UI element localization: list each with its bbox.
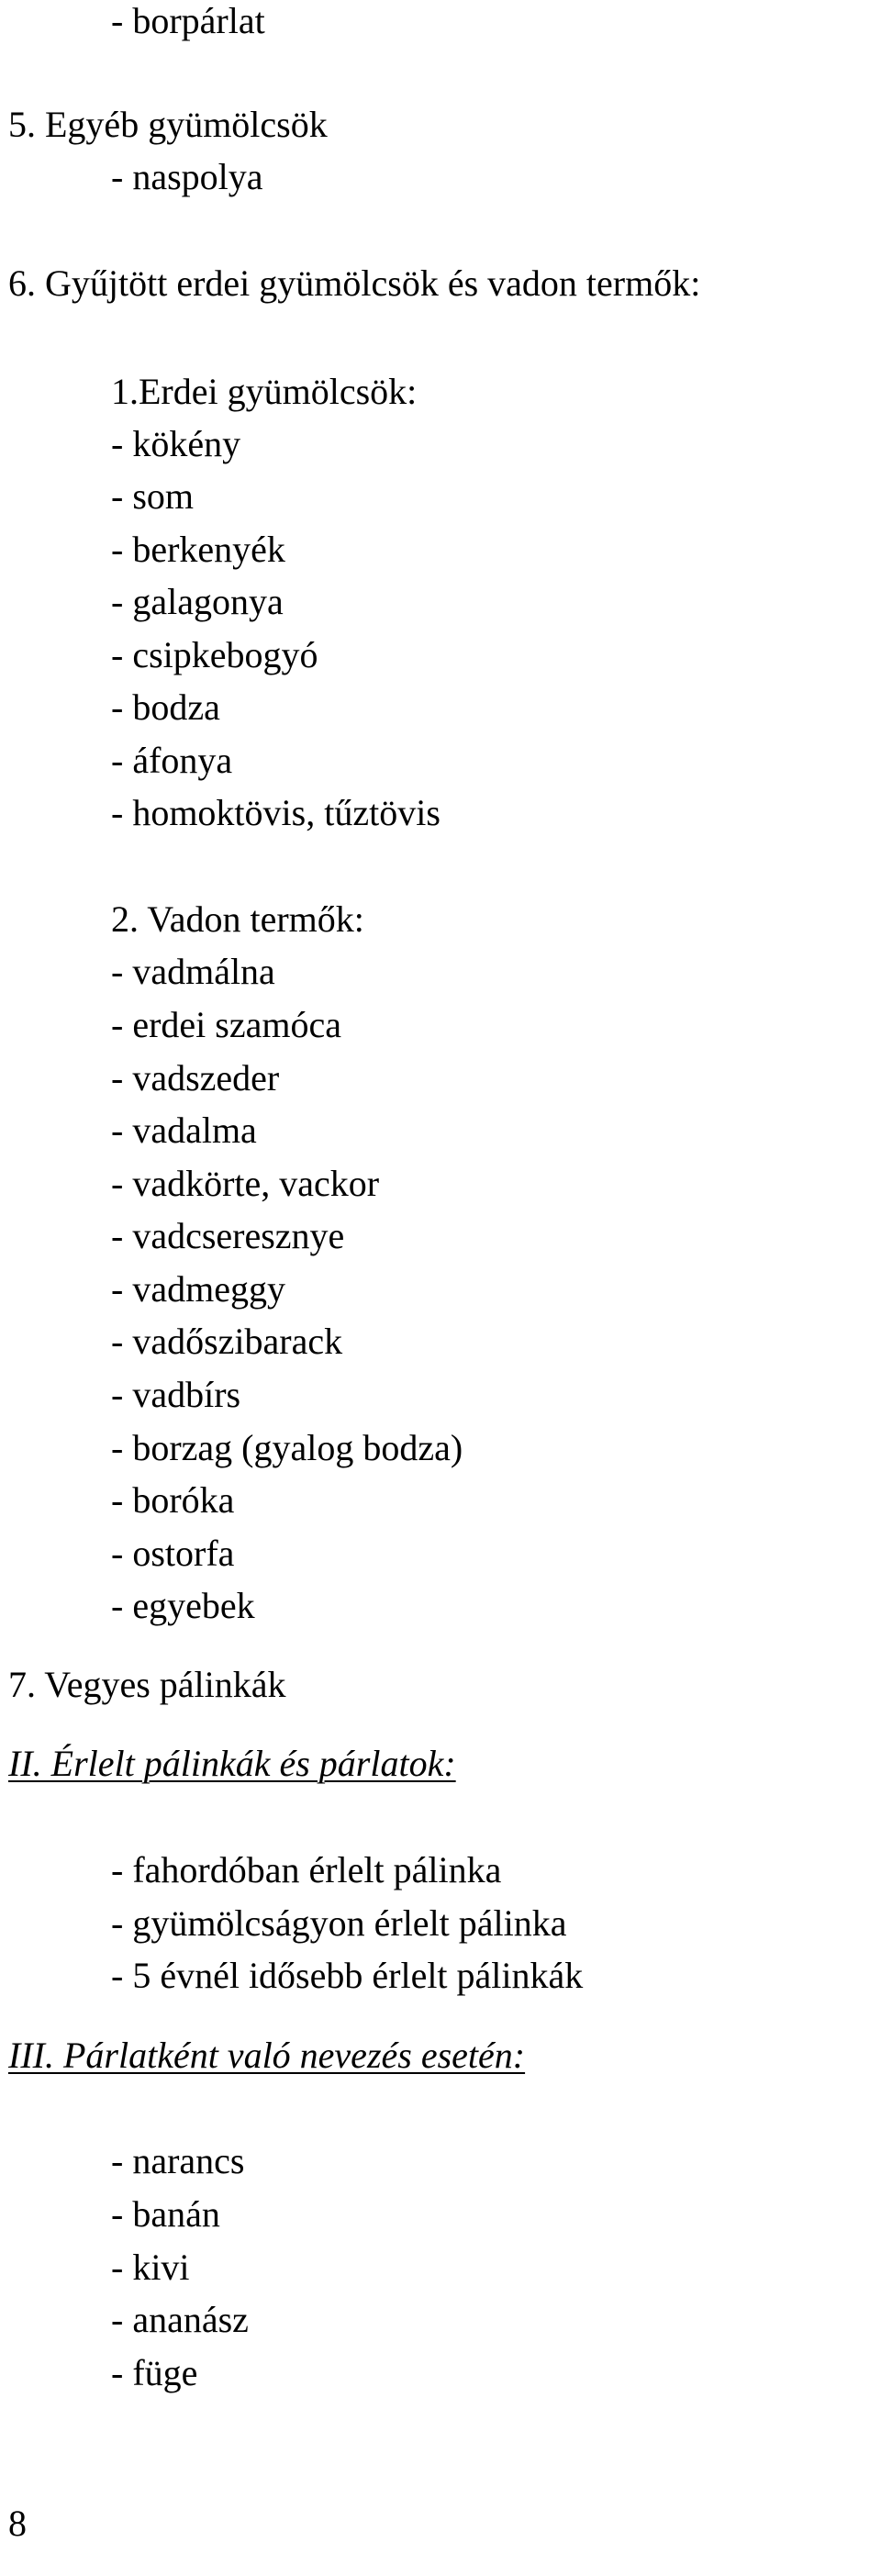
section2-list-item: - fahordóban érlelt pálinka bbox=[111, 1849, 502, 1890]
sub2-list-item: - borzag (gyalog bodza) bbox=[111, 1427, 463, 1468]
sub1-list-item: - kökény bbox=[111, 423, 241, 464]
sub2-list-item: - vadcseresznye bbox=[111, 1215, 345, 1256]
section3-heading: III. Párlatként való nevezés esetén: bbox=[8, 2035, 526, 2076]
sub2-list-item: - erdei szamóca bbox=[111, 1004, 341, 1045]
section6-sub1-heading: 1.Erdei gyümölcsök: bbox=[111, 371, 418, 412]
section3-list-item: - kivi bbox=[111, 2247, 190, 2288]
sub2-list-item: - vadmálna bbox=[111, 951, 275, 992]
sub2-list-item: - egyebek bbox=[111, 1585, 255, 1626]
sub2-list-item: - boróka bbox=[111, 1479, 235, 1521]
section6-heading: 6. Gyűjtött erdei gyümölcsök és vadon termők: bbox=[8, 262, 701, 304]
sub2-list-item: - vadszeder bbox=[111, 1057, 280, 1098]
section7-heading: 7. Vegyes pálinkák bbox=[8, 1664, 286, 1705]
sub2-list-item: - vadkörte, vackor bbox=[111, 1163, 380, 1204]
sub1-list-item: - berkenyék bbox=[111, 529, 285, 570]
section3-list-item: - füge bbox=[111, 2352, 198, 2393]
section5-heading: 5. Egyéb gyümölcsök bbox=[8, 104, 328, 145]
section3-list-item: - ananász bbox=[111, 2299, 249, 2340]
sub1-list-item: - homoktövis, tűztövis bbox=[111, 792, 440, 833]
sub2-list-item: - vadőszibarack bbox=[111, 1321, 343, 1362]
sub1-list-item: - bodza bbox=[111, 686, 220, 728]
section3-list-item: - banán bbox=[111, 2193, 220, 2235]
section3-list-item: - narancs bbox=[111, 2140, 245, 2181]
sub1-list-item: - som bbox=[111, 475, 194, 517]
top-list-item: - borpárlat bbox=[111, 0, 265, 41]
sub2-list-item: - ostorfa bbox=[111, 1533, 235, 1574]
section2-list-item: - 5 évnél idősebb érlelt pálinkák bbox=[111, 1955, 584, 1996]
sub1-list-item: - galagonya bbox=[111, 581, 284, 622]
page-number: 8 bbox=[8, 2503, 27, 2544]
sub2-list-item: - vadalma bbox=[111, 1110, 257, 1151]
section6-sub2-heading: 2. Vadon termők: bbox=[111, 898, 364, 940]
sub1-list-item: - csipkebogyó bbox=[111, 634, 318, 675]
sub2-list-item: - vadbírs bbox=[111, 1374, 241, 1415]
sub2-list-item: - vadmeggy bbox=[111, 1268, 285, 1310]
section2-heading: II. Érlelt pálinkák és párlatok: bbox=[8, 1743, 456, 1784]
section5-item: - naspolya bbox=[111, 156, 263, 197]
sub1-list-item: - áfonya bbox=[111, 740, 233, 781]
section2-list-item: - gyümölcságyon érlelt pálinka bbox=[111, 1902, 567, 1944]
